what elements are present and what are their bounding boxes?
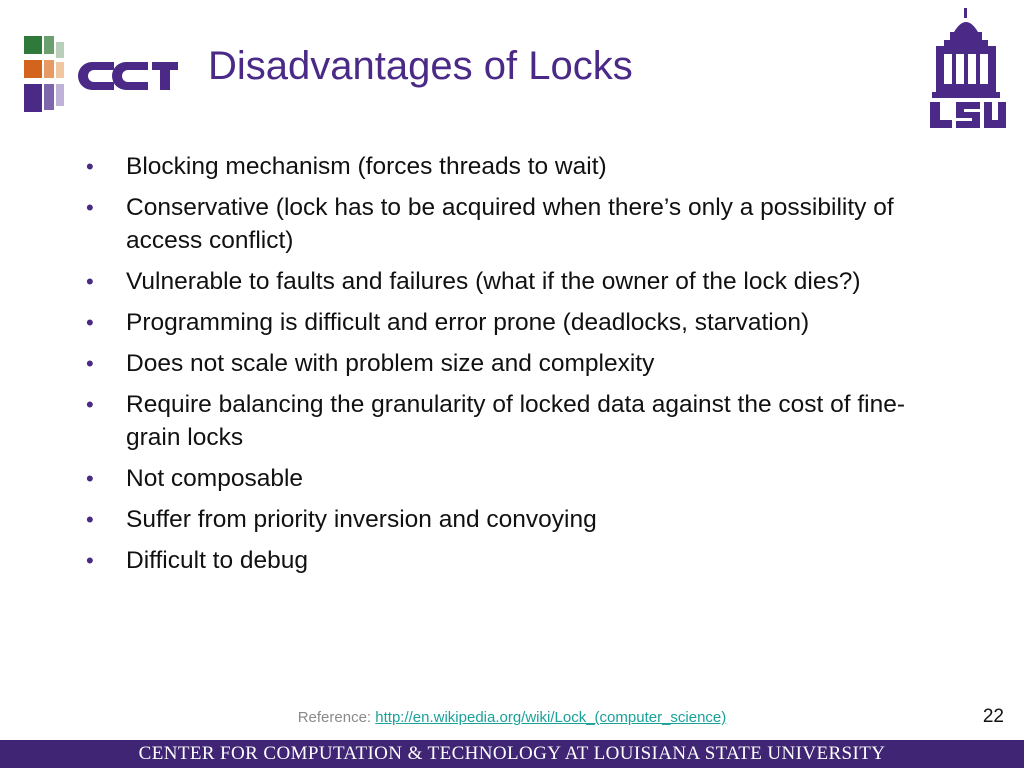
- bullet-list: [86, 150, 946, 585]
- bullet-item: [86, 388, 946, 454]
- lsu-logo: [926, 6, 1010, 130]
- bullet-item: [86, 347, 946, 380]
- footer-bar: [0, 740, 1024, 768]
- slide-title: Disadvantages of Locks: [208, 44, 633, 88]
- reference-link[interactable]: http://en.wikipedia.org/wiki/Lock_(computer_science): [375, 709, 727, 726]
- footer-text: CENTER FOR COMPUTATION & TECHNOLOGY AT LOUISIANA STATE UNIVERSITY: [138, 743, 886, 764]
- bullet-text: Vulnerable to faults and failures (what if the owner of the lock dies?): [126, 268, 861, 295]
- page-number: 22: [982, 706, 1004, 727]
- bullet-dot-icon: •: [86, 310, 94, 335]
- bullet-dot-icon: •: [86, 351, 94, 376]
- bullet-item: [86, 544, 946, 577]
- bullet-text: Not composable: [126, 465, 304, 492]
- bullet-item: [86, 150, 946, 183]
- bullet-text: Require balancing the granularity of locked data against the cost of fine-grain locks: [126, 391, 906, 451]
- bullet-text: Difficult to debug: [126, 547, 309, 574]
- bullet-item: [86, 306, 946, 339]
- bullet-dot-icon: •: [86, 548, 94, 573]
- bullet-text: Blocking mechanism (forces threads to wait): [126, 153, 607, 180]
- bullet-text: Programming is difficult and error prone (deadlocks, starvation): [126, 309, 810, 336]
- bullet-item: [86, 191, 946, 257]
- bullet-item: [86, 265, 946, 298]
- cct-logo: [22, 34, 182, 116]
- bullet-dot-icon: •: [86, 154, 94, 179]
- bullet-dot-icon: •: [86, 269, 94, 294]
- reference-label: Reference:: [297, 709, 376, 726]
- bullet-dot-icon: •: [86, 392, 94, 417]
- reference-line: [0, 709, 1024, 726]
- bullet-dot-icon: •: [86, 195, 94, 220]
- bullet-dot-icon: •: [86, 507, 94, 532]
- bullet-text: Conservative (lock has to be acquired when there’s only a possibility of access conflict): [126, 194, 894, 254]
- bullet-dot-icon: •: [86, 466, 94, 491]
- bullet-text: Does not scale with problem size and complexity: [126, 350, 655, 377]
- bullet-item: [86, 503, 946, 536]
- bullet-item: [86, 462, 946, 495]
- bullet-text: Suffer from priority inversion and convoying: [126, 506, 597, 533]
